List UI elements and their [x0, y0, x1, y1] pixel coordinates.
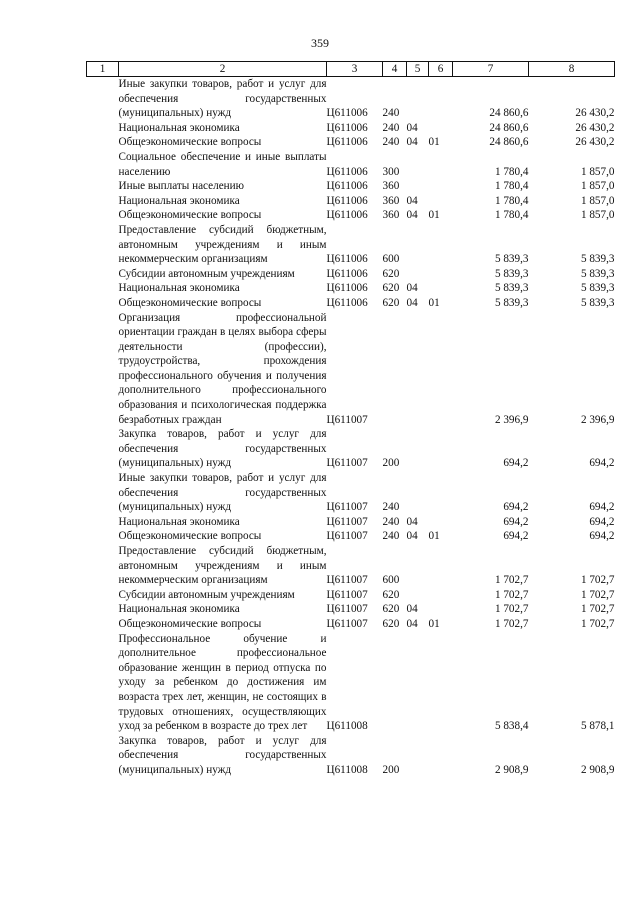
row-spacer-cell	[87, 544, 119, 588]
row-amount-2: 694,2	[589, 501, 615, 514]
row-section: 04	[406, 282, 418, 295]
row-section: 04	[406, 296, 418, 309]
row-amount-1: 1 702,7	[494, 574, 529, 587]
row-expense-type: 240	[382, 501, 400, 514]
row-spacer-cell	[87, 194, 119, 209]
row-spacer-cell	[87, 734, 119, 778]
row-amount-2: 5 839,3	[580, 253, 615, 266]
row-spacer-cell	[87, 296, 119, 311]
row-subsection	[429, 121, 453, 136]
table-header	[87, 62, 615, 77]
row-spacer-cell	[87, 602, 119, 617]
row-target-code: Ц611006	[326, 121, 368, 134]
row-name: Иные выплаты населению	[118, 180, 244, 193]
row-spacer-cell	[87, 471, 119, 515]
row-section	[407, 544, 429, 588]
row-subsection: 01	[428, 530, 440, 543]
row-amount-2: 5 839,3	[580, 296, 615, 309]
row-target-code: Ц611007	[326, 515, 368, 528]
table-row	[87, 223, 615, 267]
table-row	[87, 427, 615, 471]
row-subsection	[429, 588, 453, 603]
row-spacer-cell	[87, 515, 119, 530]
row-section: 04	[406, 136, 418, 149]
row-target-code: Ц611006	[326, 107, 368, 120]
column-header-7: 7	[453, 62, 529, 77]
row-name: Предоставление субсидий бюджетным, автономным учреждениям и иным некоммерческим организациям	[118, 223, 327, 266]
row-target-code: Ц611008	[326, 763, 368, 776]
row-expense-type: 240	[382, 107, 400, 120]
row-amount-1: 24 860,6	[489, 136, 529, 149]
row-amount-1: 1 702,7	[494, 603, 529, 616]
row-target-code: Ц611006	[326, 194, 368, 207]
row-name: Иные закупки товаров, работ и услуг для обеспечения государственных (муниципальных) нужд	[118, 78, 327, 120]
row-expense-type: 620	[382, 603, 400, 616]
row-name: Предоставление субсидий бюджетным, автономным учреждениям и иным некоммерческим организациям	[118, 545, 327, 587]
row-spacer-cell	[87, 179, 119, 194]
row-spacer-cell	[87, 617, 119, 632]
row-subsection	[429, 223, 453, 267]
row-spacer-cell	[87, 223, 119, 267]
row-name: Общеэкономические вопросы	[118, 136, 262, 149]
row-spacer-cell	[87, 311, 119, 428]
row-section: 04	[406, 515, 418, 528]
table-body	[87, 77, 615, 778]
row-amount-2: 5 839,3	[580, 267, 615, 280]
column-header-5: 5	[407, 62, 429, 77]
row-target-code: Ц611006	[326, 136, 368, 149]
table-row	[87, 121, 615, 136]
row-target-code: Ц611007	[326, 501, 368, 514]
row-section	[407, 267, 429, 282]
row-expense-type	[383, 632, 407, 734]
row-amount-2: 5 839,3	[580, 282, 615, 295]
row-name: Национальная экономика	[118, 282, 240, 295]
row-target-code: Ц611007	[326, 588, 368, 601]
row-target-code: Ц611007	[326, 413, 368, 426]
row-target-code: Ц611006	[326, 267, 368, 280]
row-expense-type: 600	[382, 253, 400, 266]
row-subsection: 01	[428, 136, 440, 149]
row-subsection: 01	[428, 296, 440, 309]
row-target-code: Ц611006	[326, 282, 368, 295]
row-amount-2: 1 702,7	[580, 603, 615, 616]
row-expense-type: 620	[382, 588, 400, 601]
row-subsection	[429, 515, 453, 530]
table-row	[87, 281, 615, 296]
table-row	[87, 267, 615, 282]
row-amount-1: 24 860,6	[489, 121, 529, 134]
row-name: Общеэкономические вопросы	[118, 209, 262, 222]
row-target-code: Ц611007	[326, 457, 368, 470]
row-amount-1: 5 839,3	[494, 253, 529, 266]
row-name: Национальная экономика	[118, 121, 240, 134]
row-spacer-cell	[87, 77, 119, 121]
row-name: Иные закупки товаров, работ и услуг для обеспечения государственных (муниципальных) нужд	[118, 472, 327, 514]
table-row	[87, 515, 615, 530]
table-row	[87, 208, 615, 223]
table-row	[87, 135, 615, 150]
row-subsection	[429, 471, 453, 515]
row-amount-1: 24 860,6	[489, 107, 529, 120]
table-row	[87, 617, 615, 632]
row-name: Организация профессиональной ориентации граждан в целях выбора сферы деятельности (профессии), трудоустройства, прохождения профессионального обучения и получения дополнительного профессионального образования и психологическая поддержка безработных граждан	[118, 311, 327, 426]
row-expense-type: 240	[382, 136, 400, 149]
header-row	[87, 62, 615, 77]
row-subsection: 01	[428, 617, 440, 630]
row-name: Закупка товаров, работ и услуг для обеспечения государственных (муниципальных) нужд	[118, 428, 327, 470]
row-section	[407, 150, 429, 179]
row-subsection	[429, 150, 453, 179]
row-subsection	[429, 544, 453, 588]
row-amount-2: 1 702,7	[580, 574, 615, 587]
row-subsection	[429, 632, 453, 734]
row-section	[407, 179, 429, 194]
row-subsection	[429, 194, 453, 209]
table-row	[87, 471, 615, 515]
row-expense-type: 300	[382, 165, 400, 178]
row-name: Общеэкономические вопросы	[118, 530, 262, 543]
row-name: Общеэкономические вопросы	[118, 617, 262, 630]
row-amount-1: 694,2	[503, 457, 529, 470]
row-subsection	[429, 311, 453, 428]
row-target-code: Ц611007	[326, 530, 368, 543]
row-expense-type: 620	[382, 296, 400, 309]
column-header-3: 3	[327, 62, 383, 77]
row-section	[407, 427, 429, 471]
row-subsection: 01	[428, 209, 440, 222]
row-amount-2: 5 878,1	[580, 720, 615, 733]
row-subsection	[429, 602, 453, 617]
row-spacer-cell	[87, 208, 119, 223]
row-section	[407, 223, 429, 267]
row-spacer-cell	[87, 135, 119, 150]
row-section	[407, 734, 429, 778]
row-expense-type: 360	[382, 194, 400, 207]
column-header-4: 4	[383, 62, 407, 77]
row-expense-type: 240	[382, 515, 400, 528]
row-amount-2: 694,2	[589, 457, 615, 470]
row-amount-2: 1 857,0	[580, 180, 615, 193]
table-row	[87, 311, 615, 428]
row-section: 04	[406, 603, 418, 616]
row-amount-1: 1 780,4	[494, 194, 529, 207]
row-expense-type	[383, 311, 407, 428]
row-name: Общеэкономические вопросы	[118, 296, 262, 309]
row-section	[407, 311, 429, 428]
row-amount-2: 1 702,7	[580, 588, 615, 601]
column-header-8: 8	[529, 62, 615, 77]
table-row	[87, 179, 615, 194]
row-expense-type: 240	[382, 121, 400, 134]
row-subsection	[429, 281, 453, 296]
row-name: Социальное обеспечение и иные выплаты населению	[118, 150, 327, 178]
table-row	[87, 150, 615, 179]
column-header-1: 1	[87, 62, 119, 77]
row-amount-2: 26 430,2	[575, 136, 615, 149]
row-amount-2: 694,2	[589, 530, 615, 543]
table-row	[87, 529, 615, 544]
row-amount-1: 1 702,7	[494, 617, 529, 630]
row-section	[407, 77, 429, 121]
row-spacer-cell	[87, 529, 119, 544]
row-section: 04	[406, 121, 418, 134]
row-subsection	[429, 427, 453, 471]
table-row	[87, 77, 615, 121]
row-amount-2: 694,2	[589, 515, 615, 528]
row-amount-2: 1 857,0	[580, 209, 615, 222]
row-spacer-cell	[87, 121, 119, 136]
row-name: Закупка товаров, работ и услуг для обеспечения государственных (муниципальных) нужд	[118, 734, 327, 776]
row-target-code: Ц611006	[326, 165, 368, 178]
row-name: Национальная экономика	[118, 515, 240, 528]
row-target-code: Ц611008	[326, 720, 368, 733]
budget-table	[86, 61, 615, 778]
table-row	[87, 734, 615, 778]
row-target-code: Ц611007	[326, 603, 368, 616]
row-amount-1: 5 839,3	[494, 267, 529, 280]
row-amount-2: 1 702,7	[580, 617, 615, 630]
row-amount-2: 1 857,0	[580, 165, 615, 178]
row-amount-2: 26 430,2	[575, 121, 615, 134]
row-name: Национальная экономика	[118, 603, 240, 616]
row-expense-type: 620	[382, 267, 400, 280]
row-amount-2: 1 857,0	[580, 194, 615, 207]
row-section: 04	[406, 530, 418, 543]
row-expense-type: 620	[382, 617, 400, 630]
row-subsection	[429, 734, 453, 778]
row-target-code: Ц611007	[326, 574, 368, 587]
row-expense-type: 360	[382, 180, 400, 193]
row-subsection	[429, 77, 453, 121]
row-amount-1: 1 780,4	[494, 180, 529, 193]
row-section: 04	[406, 617, 418, 630]
row-section	[407, 632, 429, 734]
row-subsection	[429, 179, 453, 194]
row-spacer-cell	[87, 267, 119, 282]
table-row	[87, 544, 615, 588]
table-row	[87, 194, 615, 209]
row-amount-1: 694,2	[503, 515, 529, 528]
row-target-code: Ц611006	[326, 209, 368, 222]
row-spacer-cell	[87, 150, 119, 179]
row-amount-1: 5 839,3	[494, 282, 529, 295]
row-expense-type: 600	[382, 574, 400, 587]
row-amount-2: 2 396,9	[580, 413, 615, 426]
row-target-code: Ц611006	[326, 253, 368, 266]
row-amount-1: 5 839,3	[494, 296, 529, 309]
row-expense-type: 200	[382, 763, 400, 776]
row-section: 04	[406, 194, 418, 207]
table-row	[87, 296, 615, 311]
column-header-2: 2	[119, 62, 327, 77]
row-expense-type: 620	[382, 282, 400, 295]
row-spacer-cell	[87, 588, 119, 603]
row-amount-1: 694,2	[503, 501, 529, 514]
table-row	[87, 602, 615, 617]
page-number: 359	[311, 36, 329, 50]
table-row	[87, 632, 615, 734]
row-amount-1: 2 908,9	[494, 763, 529, 776]
row-amount-1: 1 702,7	[494, 588, 529, 601]
column-header-6: 6	[429, 62, 453, 77]
row-section	[407, 588, 429, 603]
row-amount-2: 2 908,9	[580, 763, 615, 776]
row-amount-1: 2 396,9	[494, 413, 529, 426]
row-amount-2: 26 430,2	[575, 107, 615, 120]
row-section: 04	[406, 209, 418, 222]
row-amount-1: 1 780,4	[494, 165, 529, 178]
row-amount-1: 5 838,4	[494, 720, 529, 733]
row-name: Профессиональное обучение и дополнительное профессиональное образование женщин в период отпуска по уходу за ребенком до достижения им возраста трех лет, женщин, не состоящих в трудовых отношениях, осуществляющих уход за ребенком в возрасте до трех лет	[118, 632, 327, 733]
row-name: Субсидии автономным учреждениям	[118, 267, 295, 280]
row-spacer-cell	[87, 427, 119, 471]
row-name: Субсидии автономным учреждениям	[118, 588, 295, 601]
row-section	[407, 471, 429, 515]
row-spacer-cell	[87, 281, 119, 296]
row-expense-type: 240	[382, 530, 400, 543]
row-amount-1: 1 780,4	[494, 209, 529, 222]
row-expense-type: 200	[382, 457, 400, 470]
row-target-code: Ц611006	[326, 296, 368, 309]
row-expense-type: 360	[382, 209, 400, 222]
row-target-code: Ц611007	[326, 617, 368, 630]
table-row	[87, 588, 615, 603]
row-name: Национальная экономика	[118, 194, 240, 207]
row-spacer-cell	[87, 632, 119, 734]
row-subsection	[429, 267, 453, 282]
row-target-code: Ц611006	[326, 180, 368, 193]
row-amount-1: 694,2	[503, 530, 529, 543]
